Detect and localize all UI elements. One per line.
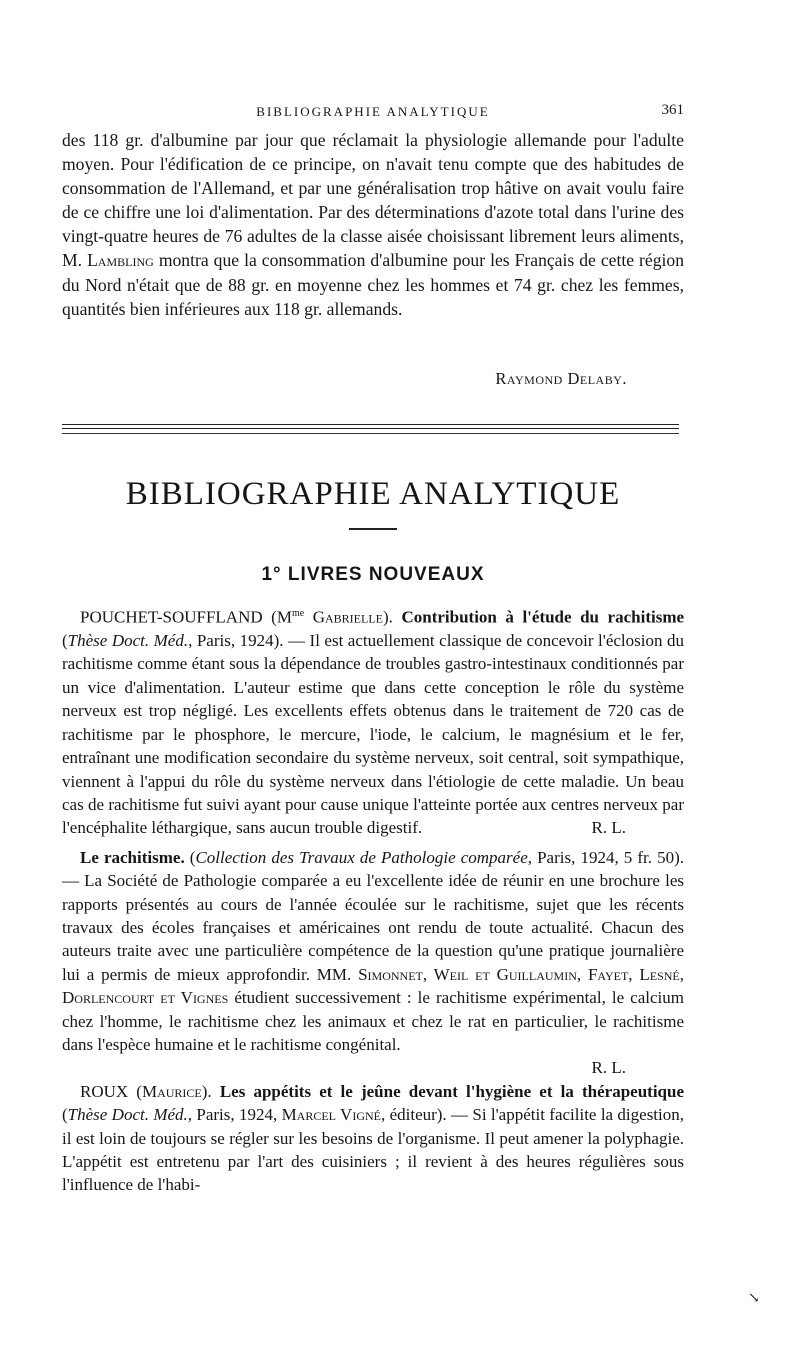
entry-source-open: (	[184, 847, 196, 867]
entry-title: Les appétits et le jeûne devant l'hygiène et la thérapeutique	[219, 1081, 684, 1101]
entry-source-rest: , Paris, 1924, 5 fr. 50). —	[62, 847, 684, 891]
entry-title: Le rachitisme.	[80, 847, 185, 867]
entry-source-open: (	[62, 1105, 68, 1125]
running-head	[62, 100, 684, 124]
entry-body: Si l'appétit facilite la digestion, il est loin de toujours se régler sur les besoins de l'organisme. Il peut amener la polyphagie. L'appétit est entretenu par l'art des cuisiniers ; il revient à des heures régulières sous l'influence de l'habi-	[62, 1105, 685, 1195]
entry-body-2: étudient successivement : le rachitisme expérimental, le calcium chez l'homme, le rachitisme chez les animaux et chez le rat en particulier, le rachitisme dans l'espèce humaine et le rachitisme congénital.	[62, 988, 684, 1054]
entry-author-sup: me	[291, 608, 305, 619]
section-divider-double	[62, 424, 679, 429]
entry-body: Il est actuellement classique de concevoir l'éclosion du rachitisme comme étant sous la dépendance de troubles gastro-intestinaux conditionnés par un vice d'alimentation. L'auteur estime que dans cette conception le rôle du système nerveux est trop négligé. Les excellents effets obtenus dans le traitement de 720 cas de rachitisme par le phosphore, le mercure, l'iode, le calcium, le magnésium et le fer, entraînant une modification secondaire du système nerveux, soit central, soit sympathique, viennent à l'appui du rôle du système nerveux dans l'étiologie de cette maladie. Un beau cas de rachitisme fut suivi ayant pour cause unique l'atteinte portée aux centres nerveux par l'encéphalite léthargique, sans aucun trouble digestif.	[62, 631, 684, 838]
corner-mark-icon: ↘	[748, 1291, 760, 1306]
title-rule	[349, 528, 397, 530]
entry-initials: R. L.	[591, 818, 626, 838]
article-signature	[495, 369, 627, 389]
entry-publisher: Marcel Vigné	[281, 1105, 381, 1125]
entry-author-names: Simonnet, Weil et Guillaumin, Fayet, Lesné, Dorlencourt et Vignes	[62, 964, 684, 1008]
main-title: BIBLIOGRAPHIE ANALYTIQUE	[125, 476, 621, 512]
entry-pouchet	[62, 602, 684, 840]
entry-author: ROUX (	[80, 1081, 142, 1101]
page-number: 361	[661, 102, 684, 118]
continued-article-text	[62, 128, 684, 321]
entries	[62, 602, 684, 1197]
entry-author-close: ).	[201, 1081, 212, 1101]
entry-source-italic: Thèse Doct. Méd.	[67, 631, 189, 651]
entry-rachitisme	[62, 846, 684, 1080]
entry-author-given: Gabrielle	[312, 607, 383, 627]
entry-source-rest: , Paris, 1924,	[187, 1105, 282, 1125]
section-heading: 1° LIVRES NOUVEAUX	[261, 564, 485, 585]
entry-roux	[62, 1080, 684, 1197]
continued-text: des 118 gr. d'albumine par jour que réclamait la physiologie allemande pour l'adulte moyen. Pour l'édification de ce principe, on n'avait tenu compte que des habitudes de consommation de l'Allemand, et par une généralisation trop hâtive on avait voulu faire de ce chiffre une loi d'alimentation. Par des déterminations d'azote total dans l'urine des vingt-quatre heures de 76 adultes de la classe aisée choisissant librement leurs aliments, M.	[62, 130, 684, 271]
signature-first-name: Raymond	[495, 369, 563, 388]
entry-author-given: Maurice	[141, 1081, 202, 1101]
running-title: BIBLIOGRAPHIE ANALYTIQUE	[256, 104, 490, 119]
entry-author: POUCHET-SOUFFLAND (M	[80, 607, 292, 627]
entry-body-1: La Société de Pathologie comparée a eu l'excellente idée de réunir en une brochure les rapports présentés au cours de l'année écoulée sur le rachitisme, sujet que les récents travaux des écoles françaises et américaines ont rendu de toute actualité. Chacun des auteurs traite avec une particulière compétence de la question qu'une pratique journalière lui a permis de mieux approfondir. MM.	[62, 871, 684, 984]
entry-author-close: ).	[383, 607, 393, 627]
entry-source-end: , éditeur). —	[380, 1105, 473, 1125]
entry-source-italic: Collection des Travaux de Pathologie comparée	[195, 847, 528, 867]
entry-source-rest: , Paris, 1924). —	[188, 631, 310, 651]
author-name-lambling: Lambling	[87, 250, 154, 271]
continued-text-after: montra que la consommation d'albumine pour les Français de cette région du Nord n'était que de 88 gr. en moyenne chez les hommes et 74 gr. chez les femmes, quantités bien inférieures aux 118 gr. allemands.	[62, 250, 685, 319]
entry-initials: R. L.	[591, 1058, 626, 1078]
signature-last-name: Delaby.	[567, 369, 627, 388]
section-divider-thin	[62, 433, 679, 434]
entry-title: Contribution à l'étude du rachitisme	[401, 607, 685, 627]
entry-source-open: (	[62, 631, 68, 651]
entry-source-italic: Thèse Doct. Méd.	[67, 1105, 188, 1125]
